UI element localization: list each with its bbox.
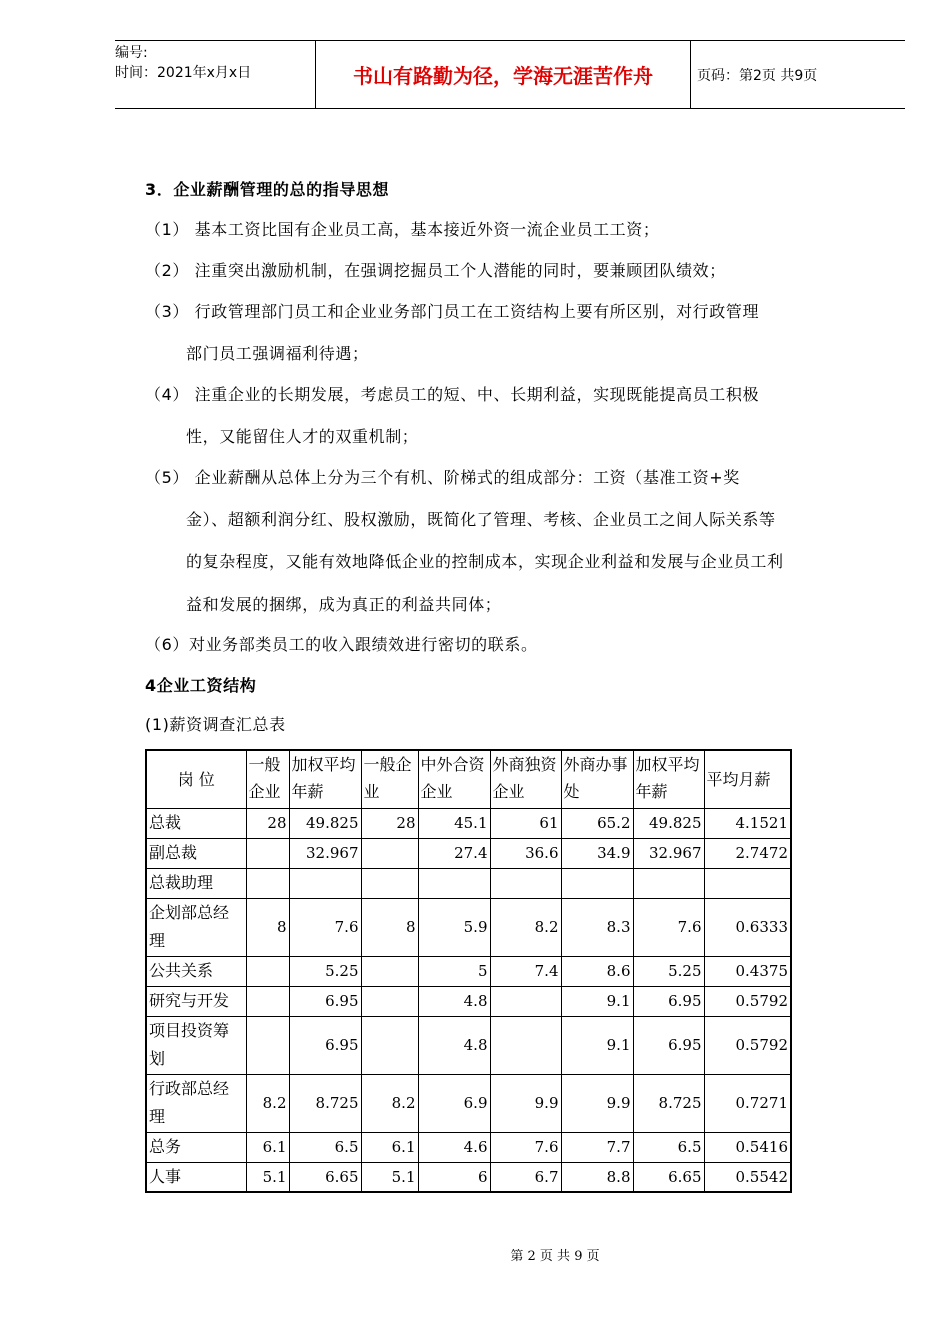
table-cell: 0.5792 [704, 986, 791, 1016]
table-cell: 0.5792 [704, 1016, 791, 1074]
section4-title: 4企业工资结构 [145, 676, 257, 695]
table-header-row [146, 750, 791, 808]
table-cell: 9.1 [561, 986, 633, 1016]
table-cell: 9.1 [561, 1016, 633, 1074]
table-cell: 6.9 [418, 1074, 490, 1132]
table-cell: 6.65 [289, 1162, 361, 1192]
page-footer: 第 2 页 共 9 页 [510, 1249, 600, 1264]
table-cell: 6.95 [289, 1016, 361, 1074]
row-label: 总务 [146, 1132, 246, 1162]
table-cell: 6.95 [633, 1016, 704, 1074]
table-cell: 4.6 [418, 1132, 490, 1162]
table-cell [633, 868, 704, 898]
table-cell: 8.725 [633, 1074, 704, 1132]
table-row [146, 1016, 791, 1074]
table-cell [490, 986, 561, 1016]
table-cell [361, 956, 418, 986]
header-slogan: 书山有路勤为径，学海无涯苦作舟 [315, 41, 691, 108]
table-cell [361, 838, 418, 868]
table-cell: 8 [246, 898, 289, 956]
table-cell: 49.825 [633, 808, 704, 838]
column-header: 岗 位 [146, 750, 246, 808]
table-cell: 8.2 [246, 1074, 289, 1132]
table-cell [361, 1016, 418, 1074]
table-cell [418, 868, 490, 898]
table-cell: 0.6333 [704, 898, 791, 956]
table-cell: 8.2 [361, 1074, 418, 1132]
header-meta [115, 41, 315, 108]
table-cell: 6.1 [361, 1132, 418, 1162]
column-header: 一般企业 [246, 750, 289, 808]
table-row [146, 1074, 791, 1132]
table-caption: (1)薪资调查汇总表 [145, 715, 286, 734]
table-cell: 8.8 [561, 1162, 633, 1192]
table-cell: 5.9 [418, 898, 490, 956]
table-cell: 28 [246, 808, 289, 838]
table-cell [246, 1016, 289, 1074]
salary-survey-table [145, 749, 792, 1193]
table-cell: 8 [361, 898, 418, 956]
table-cell [246, 868, 289, 898]
table-cell: 5.1 [246, 1162, 289, 1192]
table-cell: 0.5416 [704, 1132, 791, 1162]
row-label: 项目投资筹划 [146, 1016, 246, 1074]
table-cell: 9.9 [561, 1074, 633, 1132]
column-header: 平均月薪 [704, 750, 791, 808]
table-cell: 5.25 [633, 956, 704, 986]
table-cell: 6.1 [246, 1132, 289, 1162]
table-cell: 6.95 [633, 986, 704, 1016]
table-row [146, 1132, 791, 1162]
table-row [146, 868, 791, 898]
table-cell: 49.825 [289, 808, 361, 838]
table-cell: 6.5 [289, 1132, 361, 1162]
table-cell: 7.7 [561, 1132, 633, 1162]
table-row [146, 808, 791, 838]
list-item: （5） 企业薪酬从总体上分为三个有机、阶梯式的组成部分：工资（基准工资+奖 [145, 468, 740, 487]
table-cell: 45.1 [418, 808, 490, 838]
section3-title: 3．企业薪酬管理的总的指导思想 [145, 180, 390, 199]
list-item-continuation: 的复杂程度，又能有效地降低企业的控制成本，实现企业利益和发展与企业员工利 [186, 552, 784, 571]
list-item: （6）对业务部类员工的收入跟绩效进行密切的联系。 [145, 635, 538, 654]
table-cell: 7.6 [490, 1132, 561, 1162]
list-item-continuation: 益和发展的捆绑，成为真正的利益共同体； [186, 595, 502, 614]
table-row [146, 986, 791, 1016]
header-page-label: 页码：第2页 共9页 [697, 67, 818, 84]
table-cell: 5.25 [289, 956, 361, 986]
table-cell: 7.6 [289, 898, 361, 956]
table-cell [361, 868, 418, 898]
column-header: 外商办事处 [561, 750, 633, 808]
table-cell: 0.4375 [704, 956, 791, 986]
table-cell: 8.3 [561, 898, 633, 956]
time-label: 时间：2021年x月x日 [115, 65, 252, 81]
list-item-continuation: 金）、超额利润分红、股权激励，既简化了管理、考核、企业员工之间人际关系等 [186, 510, 776, 529]
table-cell: 5.1 [361, 1162, 418, 1192]
table-cell [361, 986, 418, 1016]
table-cell [490, 868, 561, 898]
table-cell [289, 868, 361, 898]
table-cell [561, 868, 633, 898]
row-label: 研究与开发 [146, 986, 246, 1016]
table-row [146, 838, 791, 868]
table-cell: 6.5 [633, 1132, 704, 1162]
table-cell: 6.7 [490, 1162, 561, 1192]
row-label: 公共关系 [146, 956, 246, 986]
table-cell: 27.4 [418, 838, 490, 868]
table-cell: 6.95 [289, 986, 361, 1016]
column-header: 加权平均年薪 [633, 750, 704, 808]
table-cell: 6 [418, 1162, 490, 1192]
row-label: 企划部总经理 [146, 898, 246, 956]
table-cell: 61 [490, 808, 561, 838]
row-label: 总裁 [146, 808, 246, 838]
table-cell: 0.5542 [704, 1162, 791, 1192]
page-header [115, 40, 905, 109]
table-cell: 5 [418, 956, 490, 986]
table-cell: 8.6 [561, 956, 633, 986]
table-cell: 0.7271 [704, 1074, 791, 1132]
table-cell: 8.2 [490, 898, 561, 956]
table-row [146, 1162, 791, 1192]
column-header: 一般企业 [361, 750, 418, 808]
column-header: 外商独资企业 [490, 750, 561, 808]
column-header: 中外合资企业 [418, 750, 490, 808]
row-label: 副总裁 [146, 838, 246, 868]
table-cell: 9.9 [490, 1074, 561, 1132]
column-header: 加权平均年薪 [289, 750, 361, 808]
row-label: 总裁助理 [146, 868, 246, 898]
table-cell: 4.8 [418, 986, 490, 1016]
list-item: （3） 行政管理部门员工和企业业务部门员工在工资结构上要有所区别，对行政管理 [145, 302, 760, 321]
table-cell: 36.6 [490, 838, 561, 868]
list-item: （4） 注重企业的长期发展，考虑员工的短、中、长期利益，实现既能提高员工积极 [145, 385, 760, 404]
table-cell: 65.2 [561, 808, 633, 838]
table-row [146, 956, 791, 986]
table-cell: 8.725 [289, 1074, 361, 1132]
table-cell: 4.8 [418, 1016, 490, 1074]
table-cell: 32.967 [633, 838, 704, 868]
number-label: 编号: [115, 45, 148, 61]
table-cell [490, 1016, 561, 1074]
table-cell: 32.967 [289, 838, 361, 868]
list-item: （1） 基本工资比国有企业员工高，基本接近外资一流企业员工工资； [145, 220, 660, 239]
table-cell [704, 868, 791, 898]
table-cell [246, 986, 289, 1016]
table-cell: 4.1521 [704, 808, 791, 838]
list-item-continuation: 性，又能留住人才的双重机制； [186, 427, 419, 446]
list-item: （2） 注重突出激励机制，在强调挖掘员工个人潜能的同时，要兼顾团队绩效； [145, 261, 726, 280]
table-cell: 7.6 [633, 898, 704, 956]
table-cell: 34.9 [561, 838, 633, 868]
table-cell: 2.7472 [704, 838, 791, 868]
table-cell: 6.65 [633, 1162, 704, 1192]
row-label: 人事 [146, 1162, 246, 1192]
table-cell: 28 [361, 808, 418, 838]
table-cell [246, 838, 289, 868]
table-cell [246, 956, 289, 986]
table-cell: 7.4 [490, 956, 561, 986]
table-row [146, 898, 791, 956]
list-item-continuation: 部门员工强调福利待遇； [186, 344, 369, 363]
row-label: 行政部总经理 [146, 1074, 246, 1132]
